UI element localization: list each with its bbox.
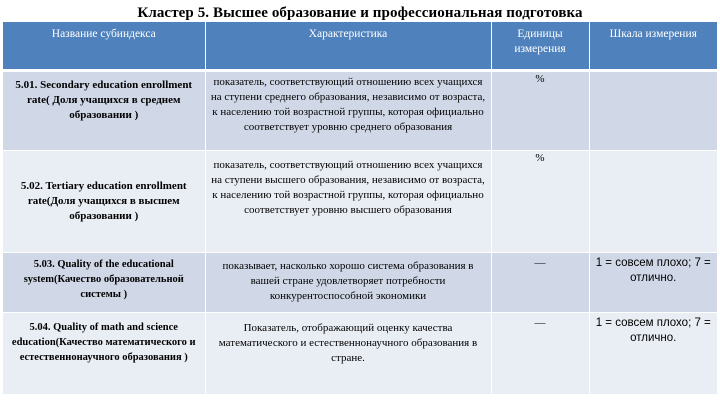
header-units: Единицы измерения	[491, 22, 589, 71]
table-header-row	[3, 22, 717, 71]
table-row	[3, 151, 717, 253]
subindex-units: ––	[491, 313, 589, 395]
subindex-units: %	[491, 151, 589, 253]
subindex-scale: 1 = совсем плохо; 7 = отлично.	[589, 313, 717, 395]
subindex-scale	[589, 151, 717, 253]
header-scale: Шкала измерения	[589, 22, 717, 71]
table-row	[3, 253, 717, 313]
subindex-scale	[589, 71, 717, 151]
subindex-scale: 1 = совсем плохо; 7 = отлично.	[589, 253, 717, 313]
subindex-description: показатель, соответствующий отношению всех учащихся на ступени высшего образования, независимо от возраста, к населению той возрастной группы, которая официально соответствует уровню высшего образования	[205, 151, 491, 253]
subindex-name: 5.01. Secondary education enrollment rate( Доля учащихся в среднем образовании )	[3, 71, 205, 151]
table-row	[3, 71, 717, 151]
subindex-description: показывает, насколько хорошо система образования в вашей стране удовлетворяет потребности конкурентоспособной экономики	[205, 253, 491, 313]
subindex-description: Показатель, отображающий оценку качества математического и естественнонаучного образования в стране.	[205, 313, 491, 395]
subindex-description: показатель, соответствующий отношению всех учащихся на ступени среднего образования, независимо от возраста, к населению той возрастной группы, которая официально соответствует уровню среднего образования	[205, 71, 491, 151]
subindex-units: %	[491, 71, 589, 151]
subindex-name: 5.04. Quality of math and science education(Качество математического и естественнонаучного образования )	[3, 313, 205, 395]
subindex-name: 5.02. Tertiary education enrollment rate(Доля учащихся в высшем образовании )	[3, 151, 205, 253]
subindex-table	[3, 22, 717, 395]
header-subindex-name: Название субиндекса	[3, 22, 205, 71]
subindex-name: 5.03. Quality of the educational system(Качество образовательной системы )	[3, 253, 205, 313]
subindex-units: ––	[491, 253, 589, 313]
table-row	[3, 313, 717, 395]
slide-title: Кластер 5. Высшее образование и профессиональная подготовка	[137, 5, 583, 21]
header-characteristic: Характеристика	[205, 22, 491, 71]
